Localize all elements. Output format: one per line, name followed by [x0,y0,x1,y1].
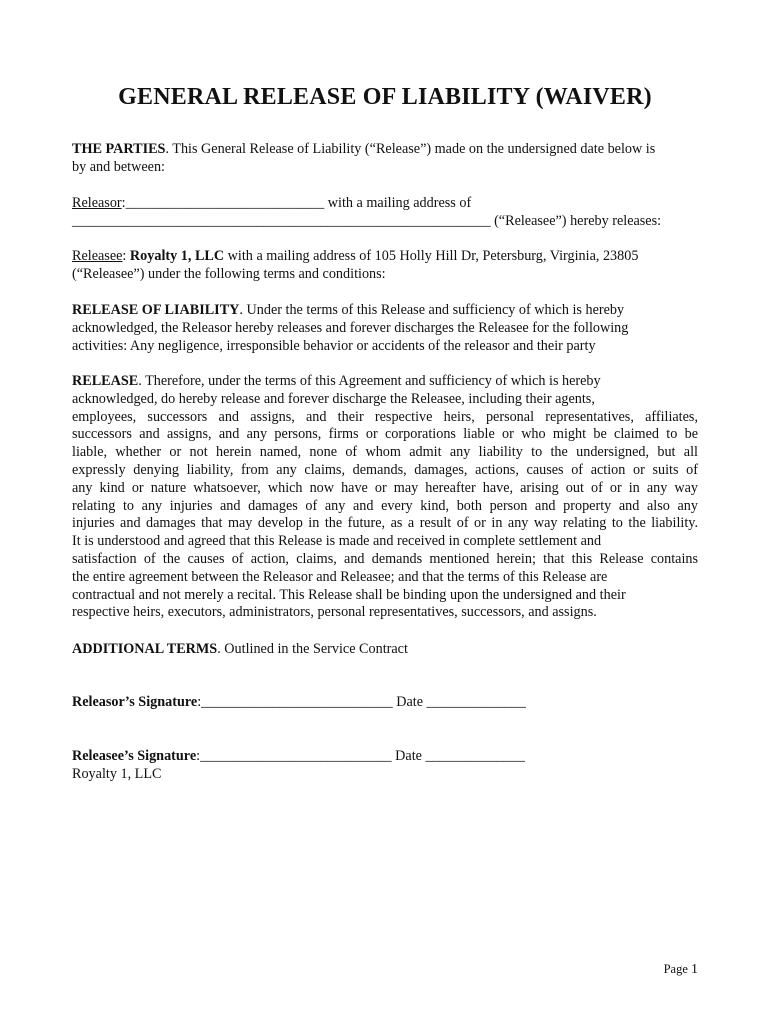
releasee-line2: (“Releasee”) under the following terms and conditions: [72,265,386,282]
releasee-signature-line: :___________________________ Date ______________ [196,748,525,764]
releasee-signature-label: Releasee’s Signature [72,748,197,764]
releasor-signature-block [72,694,698,712]
page-number: Page 1 [663,962,698,977]
releasee-name: Royalty 1, LLC [129,248,225,264]
releasor-signature-label: Releasor’s Signature [72,694,198,710]
releasee-signature-block [72,748,698,784]
release-paragraph: RELEASE. Therefore, under the terms of this Agreement and sufficiency of which is hereby acknowledged, do hereby release and forever discharge the Releasee, including their agents, employees, successors and assigns, and their respective heirs, personal representatives, affiliates, successors and assigns, and any persons, firms or corporations liable or who might be claimed to be liable, whether or not herein named, none of whom admit any liability to the undersigned, but all expressly denying liability, from any claims, demands, damages, actions, causes of action or suits of any kind or nature whatsoever, which now have or may hereafter have, arising out of or in any way relating to any injuries and damages of any and every kind, both person and property and also any injuries and damages that may develop in the future, as a result of or in any way relating to the liability. It is understood and agreed that this Release is made and received in complete settlement and satisfaction of the causes of action, claims, and demands mentioned herein; that this Release contains the entire agreement between the Releasor and Releasee; and that the terms of this Release are contractual and not merely a recital. This Release shall be binding upon the undersigned and their respective heirs, executors, administrators, personal representatives, successors, and assigns. [72,373,698,621]
release-of-liability-paragraph: RELEASE OF LIABILITY. Under the terms of this Release and sufficiency of which is hereby acknowledged, the Releasor hereby releases and forever discharges the Releasee for the following activities: Any negligence, irresponsible behavior or accidents of the releasor and their party [72,302,629,354]
additional-terms-paragraph [72,641,698,659]
parties-text-line1: . This General Release of Liability (“Release”) made on the undersigned date below is [165,141,656,157]
parties-label: THE PARTIES [72,141,166,157]
additional-terms-text: . Outlined in the Service Contract [217,641,408,657]
parties-text-line2: by and between: [72,158,165,175]
releasor-signature-line: :___________________________ Date ______________ [197,694,526,710]
releasor-name-field: :____________________________ with a mailing address of [121,195,472,211]
release-label: RELEASE [72,373,139,389]
releasee-signature-name: Royalty 1, LLC [72,765,162,782]
releasee-paragraph: Releasee: Royalty 1, LLC with a mailing address of 105 Holly Hill Dr, Petersburg, Virginia, 23805 (“Releasee”) under the following terms and conditions: [72,248,698,284]
document-title: GENERAL RELEASE OF LIABILITY (WAIVER) [118,84,652,110]
releasor-address-field: ___________________________________________________________ (“Releasee”) hereby releases: [72,212,662,229]
additional-terms-label: ADDITIONAL TERMS [72,641,218,657]
releasee-label: Releasee [72,248,123,264]
release-of-liability-label: RELEASE OF LIABILITY [72,302,240,318]
parties-paragraph [72,141,698,177]
releasee-address: with a mailing address of 105 Holly Hill Dr, Petersburg, Virginia, 23805 [224,248,639,264]
releasor-label: Releasor [72,195,122,211]
releasor-paragraph [72,195,698,231]
